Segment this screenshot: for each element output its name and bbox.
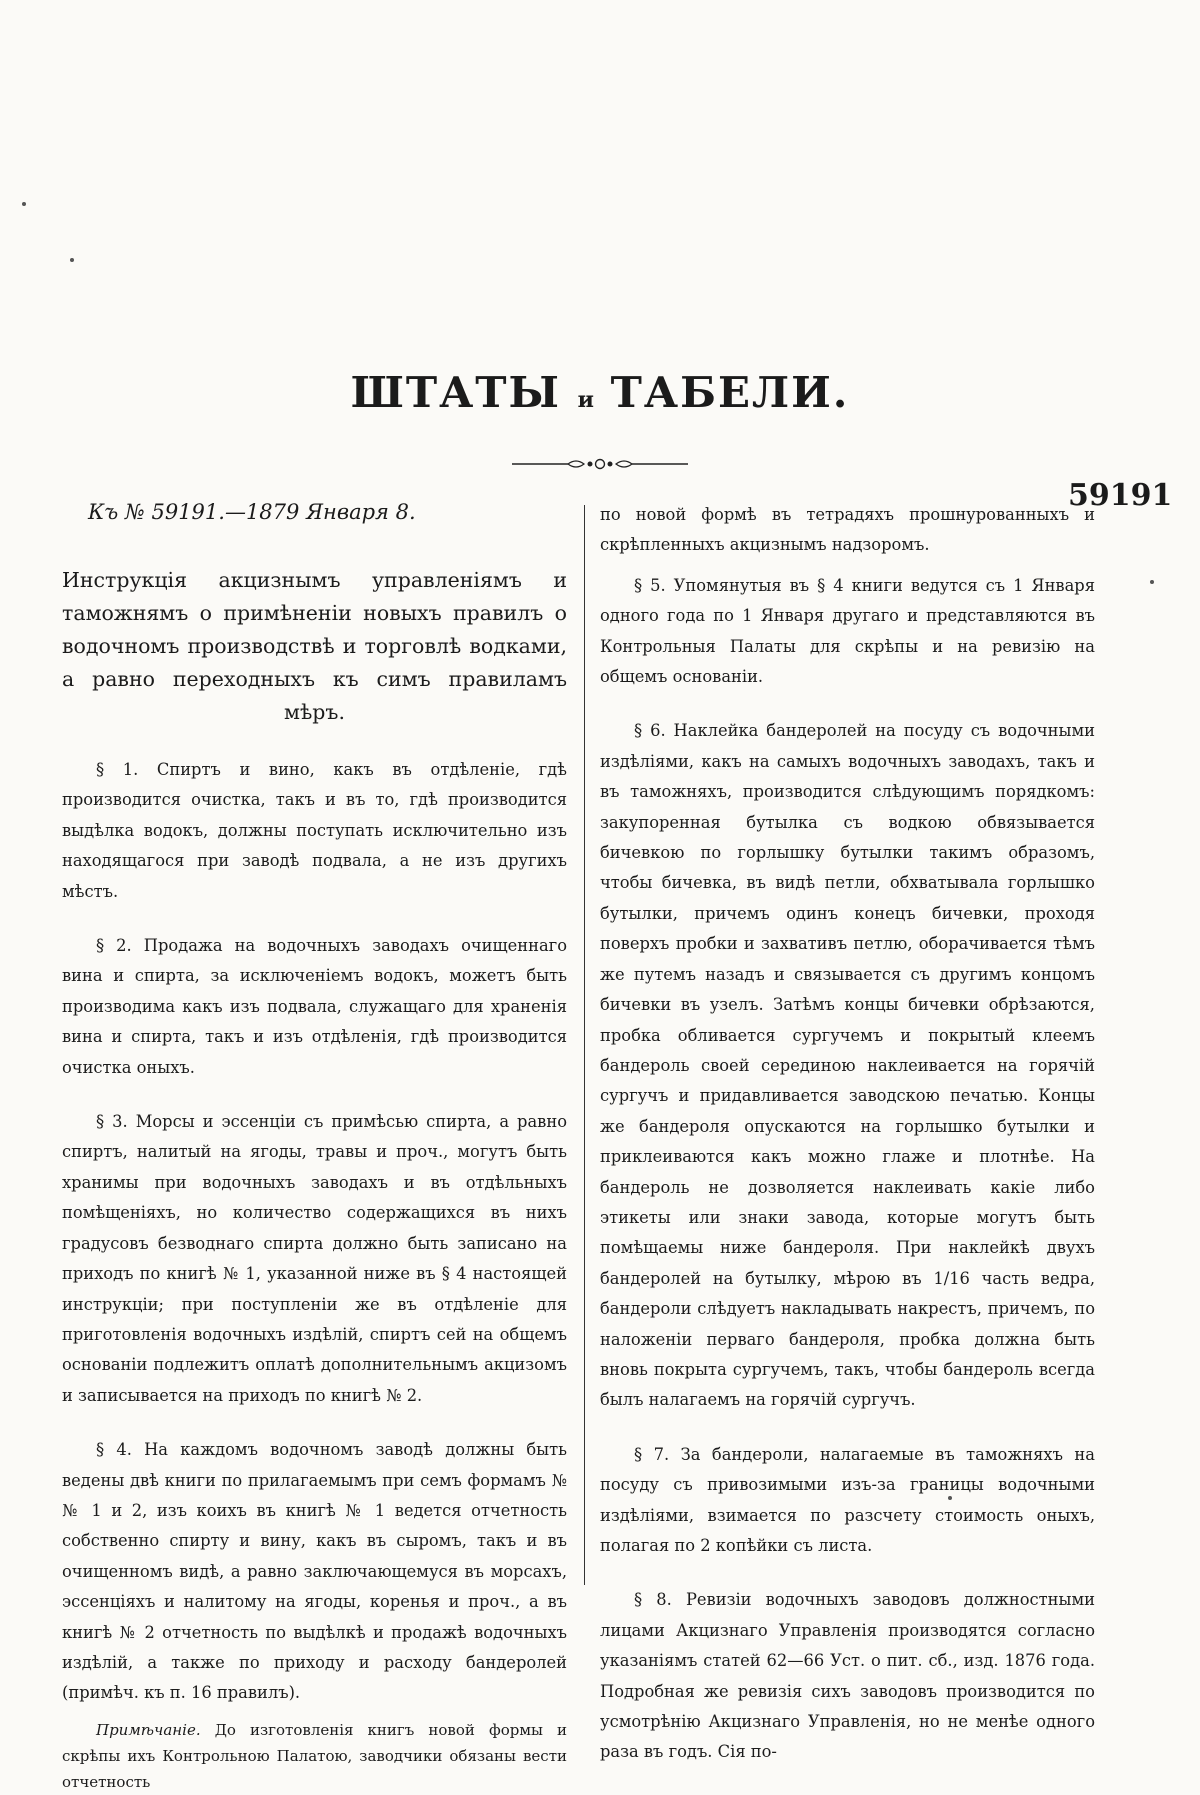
paragraph-8: § 8. Ревизіи водочныхъ заводовъ должностными лицами Акцизнаго Управленія производятся согласно указаніямъ статей 62—66 Уст. о пит. сб., изд. 1876 года. Подробная же ревизія сихъ заводовъ производится по усмотрѣнію Акцизнаго Управленія, но не менѣе одного раза въ годъ. Сія по- (600, 1590, 1095, 1762)
left-column (62, 500, 567, 1791)
paragraph-continuation: по новой формѣ въ тетрадяхъ прошнурованныхъ и скрѣпленныхъ акцизнымъ надзоромъ. (600, 505, 1095, 555)
print-speck (948, 1496, 952, 1500)
note-label: Примѣчаніе. (96, 1720, 201, 1739)
print-speck (70, 258, 74, 262)
paragraph-5: § 5. Упомянутыя въ § 4 книги ведутся съ 1 Января одного года по 1 Января другаго и представляются въ Контрольныя Палаты для скрѣпы и на ревизію на общемъ основаніи. (600, 575, 1095, 687)
reference-line: Къ № 59191.—1879 Января 8. (88, 500, 416, 524)
paragraph-1: § 1. Спиртъ и вино, какъ въ отдѣленіе, гдѣ производится очистка, такъ и въ то, гдѣ производится выдѣлка водокъ, должны поступать исключительно изъ находящагося при заводѣ подвала, а не изъ другихъ мѣстъ. (62, 760, 567, 901)
note (62, 1717, 567, 1795)
print-speck (22, 202, 26, 206)
paragraph-2: § 2. Продажа на водочныхъ заводахъ очищеннаго вина и спирта, за исключеніемъ водокъ, можетъ быть производима какъ изъ подвала, служащаго для храненія вина и спирта, такъ и изъ отдѣленія, гдѣ производится очистка оныхъ. (62, 936, 567, 1077)
title-main: ШТАТЫ (350, 368, 562, 417)
instruction-heading: Инструкція акцизнымъ управленіямъ и таможнямъ о примѣненіи новыхъ правилъ о водочномъ производствѣ и торговлѣ водками, а равно переходныхъ къ симъ правиламъ мѣръ. (62, 568, 567, 724)
note-text: До изготовленія книгъ новой формы и скрѣпы ихъ Контрольною Палатою, заводчики обязаны вести отчетность (62, 1720, 567, 1791)
page-title (0, 368, 1200, 417)
right-column (600, 500, 1095, 1762)
paragraph-6: § 6. Наклейка бандеролей на посуду съ водочными издѣліями, какъ на самыхъ водочныхъ заводахъ, такъ и въ таможняхъ, производится слѣдующимъ порядкомъ: закупоренная бутылка съ водкою обвязывается бичевкою по горлышку бутылки такимъ образомъ, чтобы бичевка, въ видѣ петли, обхватывала горлышко бутылки, причемъ одинъ конецъ бичевки, проходя поверхъ пробки и захвативъ петлю, оборачивается тѣмъ же путемъ назадъ и связывается съ другимъ концомъ бичевки въ узелъ. Затѣмъ концы бичевки обрѣзаются, пробка обливается сургучемъ и покрытый клеемъ бандероль своей серединою наклеивается на горячій сургучъ и придавливается заводскою печатью. Концы же бандероля опускаются на горлышко бутылки и приклеиваются какъ можно глаже и плотнѣе. На бандероль не дозволяется наклеивать какіе либо этикеты или знаки завода, которые могутъ быть помѣщаемы ниже бандероля. При наклейкѣ двухъ бандеролей на бутылку, мѣрою въ 1/16 часть ведра, бандероли слѣдуетъ накладывать накрестъ, причемъ, по наложеніи перваго бандероля, пробка должна быть вновь покрыта сургучемъ, такъ, чтобы бандероль всегда былъ налагаемъ на горячій сургучъ. (600, 721, 1095, 1410)
print-speck (1150, 580, 1154, 584)
title-joiner: и (577, 387, 594, 413)
column-divider (584, 505, 585, 1585)
title-second: ТАБЕЛИ. (610, 368, 850, 417)
paragraph-7: § 7. За бандероли, налагаемые въ таможняхъ на посуду съ привозимыми изъ-за границы водочными издѣліями, взимается по разсчету стоимость оныхъ, полагая по 2 копѣйки съ листа. (600, 1444, 1095, 1555)
ornament-divider-icon (510, 457, 690, 471)
page-number: 59191 (1068, 478, 1173, 513)
paragraph-3: § 3. Морсы и эссенціи съ примѣсью спирта, а равно спиртъ, налитый на ягоды, травы и проч., могутъ быть хранимы при водочныхъ заводахъ и въ отдѣльныхъ помѣщеніяхъ, но количество содержащихся въ нихъ градусовъ безводнаго спирта должно быть записано на приходъ по книгѣ № 1, указанной ниже въ § 4 настоящей инструкціи; при поступленіи же въ отдѣленіе для приготовленія водочныхъ издѣлій, спиртъ сей на общемъ основаніи подлежитъ оплатѣ дополнительнымъ акцизомъ и записывается на приходъ по книгѣ № 2. (62, 1112, 567, 1405)
paragraph-4: § 4. На каждомъ водочномъ заводѣ должны быть ведены двѣ книги по прилагаемымъ при семъ формамъ №№ 1 и 2, изъ коихъ въ книгѣ № 1 ведется отчетность собственно спирту и вину, какъ въ сыромъ, такъ и въ очищенномъ видѣ, а равно заключающемуся въ морсахъ, эссенціяхъ и налитому на ягоды, коренья и проч., а въ книгѣ № 2 отчетность по выдѣлкѣ и продажѣ водочныхъ издѣлій, а также по приходу и расходу бандеролей (примѣч. къ п. 16 правилъ). (62, 1440, 567, 1703)
